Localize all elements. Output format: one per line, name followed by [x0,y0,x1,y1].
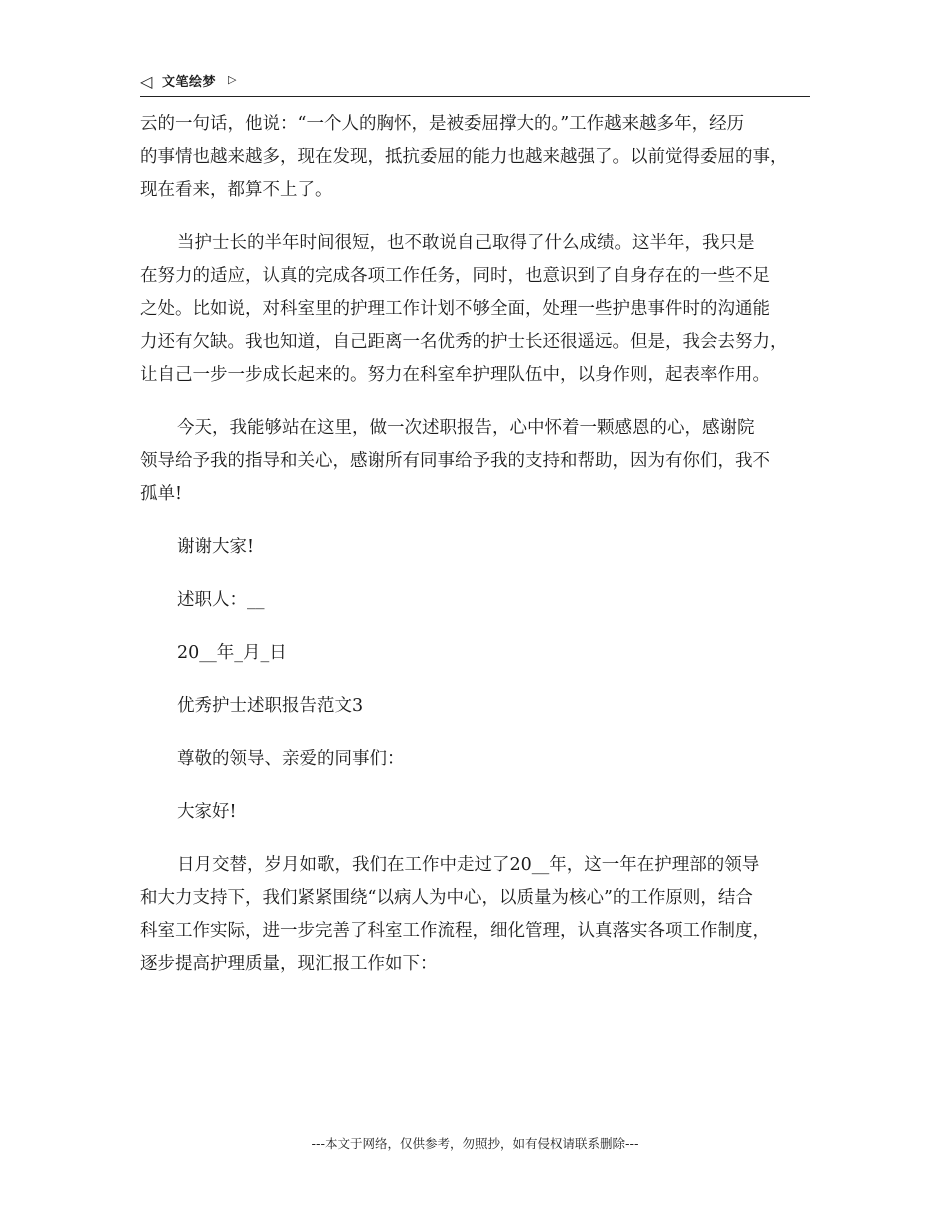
page-header [140,72,810,97]
paragraph [140,796,820,829]
paragraph [140,108,820,207]
paragraph [140,531,820,564]
section-title [140,690,820,723]
paragraph [140,227,820,392]
text-line: 当护士长的半年时间很短，也不敢说自己取得了什么成绩。这半年，我只是 [177,233,755,253]
text-line: 优秀护士述职报告范文3 [177,696,364,716]
paragraph [140,743,820,776]
text-line: 科室工作实际，进一步完善了科室工作流程，细化管理，认真落实各项工作制度， [140,921,770,941]
paragraph [140,584,820,617]
text-line: 现在看来，都算不上了。 [140,180,333,200]
text-line: 和大力支持下，我们紧紧围绕“以病人为中心，以质量为核心”的工作原则，结合 [140,888,753,908]
text-line: 让自己一步一步成长起来的。努力在科室牟护理队伍中，以身作则，起表率作用。 [140,365,770,385]
header-brand: 文笔绘梦 [162,75,217,90]
arrow-right-icon: ▷ [228,73,237,86]
arrow-left-icon: ◁ [140,72,153,91]
text-line: 的事情也越来越多，现在发现，抵抗委屈的能力也越来越强了。以前觉得委屈的事， [140,147,788,167]
text-line: 述职人：__ [177,590,265,610]
text-line: 20__年_月_日 [177,643,287,663]
text-line: 云的一句话，他说：“一个人的胸怀，是被委屈撑大的。”工作越来越多年，经历 [140,114,745,134]
text-line: 尊敬的领导、亲爱的同事们： [177,749,405,769]
text-line: 领导给予我的指导和关心，感谢所有同事给予我的支持和帮助，因为有你们，我不 [140,451,770,471]
text-line: 力还有欠缺。我也知道，自己距离一名优秀的护士长还很遥远。但是，我会去努力， [140,332,788,352]
text-line: 大家好! [177,802,237,822]
paragraph [140,637,820,670]
text-line: 日月交替，岁月如歌，我们在工作中走过了20__年，这一年在护理部的领导 [177,855,760,875]
text-line: 今天，我能够站在这里，做一次述职报告，心中怀着一颗感恩的心，感谢院 [177,418,755,438]
paragraph [140,849,820,981]
paragraph [140,412,820,511]
text-line: 之处。比如说，对科室里的护理工作计划不够全面，处理一些护患事件时的沟通能 [140,299,770,319]
footer-notice: ---本文于网络，仅供参考，勿照抄，如有侵权请联系删除--- [311,1136,639,1151]
document-body [140,108,820,1001]
text-line: 在努力的适应，认真的完成各项工作任务，同时，也意识到了自身存在的一些不足 [140,266,770,286]
text-line: 谢谢大家! [177,537,255,557]
text-line: 逐步提高护理质量，现汇报工作如下： [140,954,438,974]
text-line: 孤单! [140,484,183,504]
